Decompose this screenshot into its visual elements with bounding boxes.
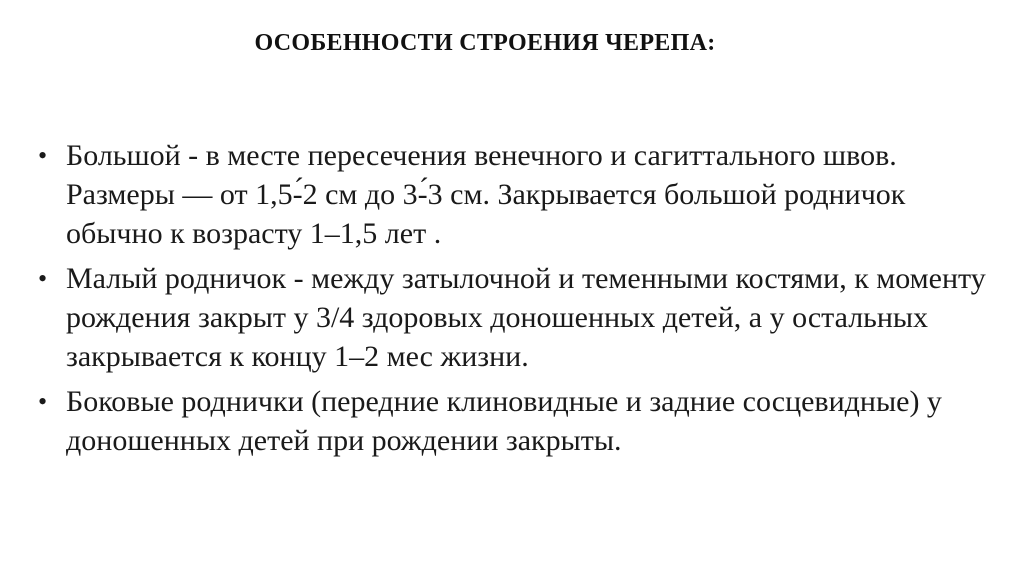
bullet-list <box>34 136 994 466</box>
slide-title: ОСОБЕННОСТИ СТРОЕНИЯ ЧЕРЕПА: <box>254 30 716 56</box>
bullet-item-3 <box>34 382 994 460</box>
bullet-dot-icon: • <box>38 264 48 293</box>
bullet-dot-icon: • <box>38 387 48 416</box>
bullet-text-2: Малый родничок - между затылочной и теменными костями, к моменту рождения закрыт у 3/4 здоровых доношенных детей, а у остальных закрывается к концу 1–2 мес жизни. <box>66 262 986 373</box>
bullet-item-1 <box>34 136 994 253</box>
bullet-text-1: Большой - в месте пересечения венечного и сагиттального швов. Размеры — от 1,5-́2 см до 3-́3 см. Закрывается большой родничок обычно к возрасту 1–1,5 лет . <box>66 139 906 250</box>
bullet-text-3: Боковые роднички (передние клиновидные и задние сосцевидные) у доношенных детей при рождении закрыты. <box>66 385 942 457</box>
bullet-dot-icon: • <box>38 141 48 170</box>
bullet-item-2 <box>34 259 994 376</box>
